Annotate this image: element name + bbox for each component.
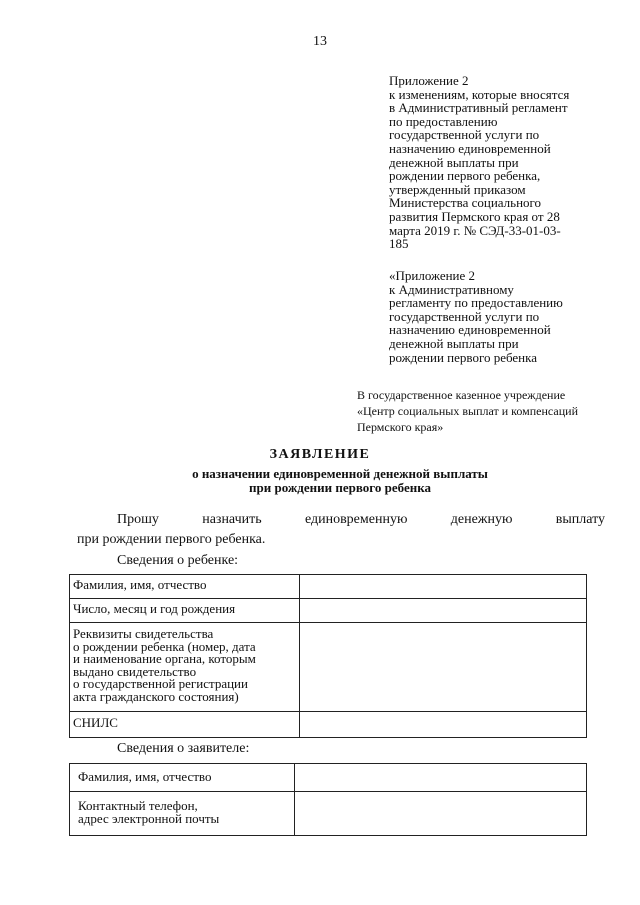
annex-line: марта 2019 г. № СЭД-33-01-03- <box>389 222 561 238</box>
annex2-line: регламенту по предоставлению <box>389 295 563 311</box>
table-row <box>70 575 587 599</box>
annex-line: Министерства социального <box>389 195 542 211</box>
row-value-field[interactable] <box>300 623 587 712</box>
annex2-line: назначению единовременной <box>389 322 551 338</box>
annex-line: Приложение 2 <box>389 73 469 88</box>
row-label: СНИЛС <box>70 712 300 738</box>
table-row <box>70 623 587 712</box>
annex-line: государственной услуги по <box>389 127 540 143</box>
row-label: Фамилия, имя, отчество <box>70 575 300 599</box>
row-label-line: Реквизиты свидетельства <box>73 626 214 641</box>
row-label <box>70 792 295 836</box>
annex2-line: рождении первого ребенка <box>389 349 538 365</box>
row-value-field[interactable] <box>300 712 587 738</box>
request-word: выплату <box>555 512 605 527</box>
row-label-line: и наименование органа, которым <box>73 651 256 666</box>
applicant-info-table <box>69 763 587 836</box>
annex2-line: «Приложение 2 <box>389 268 476 283</box>
request-word: Прошу <box>117 512 159 527</box>
table-row <box>70 599 587 623</box>
child-info-table <box>69 574 587 738</box>
subtitle-line: при рождении первого ребенка <box>249 480 431 495</box>
row-label: Число, месяц и год рождения <box>70 599 300 623</box>
row-label-line: Контактный телефон, <box>78 798 198 813</box>
table-row <box>70 712 587 738</box>
table-row <box>70 792 587 836</box>
table-row <box>70 764 587 792</box>
row-label: Фамилия, имя, отчество <box>70 764 295 792</box>
annex-line: к изменениям, которые вносятся <box>389 86 570 102</box>
row-value-field[interactable] <box>300 575 587 599</box>
annex-line: утвержденный приказом <box>389 181 526 197</box>
request-word: денежную <box>450 512 513 527</box>
row-value-field[interactable] <box>295 764 587 792</box>
request-line-2: при рождении первого ребенка. <box>77 532 266 547</box>
request-word: единовременную <box>304 512 408 527</box>
annex2-line: денежной выплаты при <box>389 335 519 351</box>
addressee-line: «Центр социальных выплат и компенсаций <box>357 404 578 418</box>
annex-line: рождении первого ребенка, <box>389 168 541 184</box>
addressee-line: Пермского края» <box>357 420 444 434</box>
annex-line: назначению единовременной <box>389 140 551 156</box>
row-label-line: о государственной регистрации <box>73 676 248 691</box>
annex2-line: к Административному <box>389 281 514 297</box>
subtitle-line: о назначении единовременной денежной выплаты <box>192 466 488 481</box>
annex-line: развития Пермского края от 28 <box>389 208 560 224</box>
document-title: ЗАЯВЛЕНИЕ <box>269 447 371 462</box>
applicant-section-label: Сведения о заявителе: <box>117 741 250 756</box>
row-label-line: выдано свидетельство <box>73 663 197 679</box>
annex2-line: государственной услуги по <box>389 308 540 324</box>
addressee-block <box>357 387 627 435</box>
row-label <box>70 623 300 712</box>
document-subtitle <box>0 467 640 495</box>
row-value-field[interactable] <box>295 792 587 836</box>
annex-line: в Административный регламент <box>389 100 568 116</box>
addressee-line: В государственное казенное учреждение <box>357 388 566 402</box>
row-value-field[interactable] <box>300 599 587 623</box>
annex-line: по предоставлению <box>389 113 498 129</box>
page-number: 13 <box>313 34 327 49</box>
request-word: назначить <box>202 512 262 527</box>
row-label-line: адрес электронной почты <box>78 810 220 826</box>
annex-line: денежной выплаты при <box>389 154 519 170</box>
annex-header <box>389 74 619 251</box>
annex-header-2 <box>389 269 629 364</box>
row-label-line: о рождении ребенка (номер, дата <box>73 638 256 654</box>
child-section-label: Сведения о ребенке: <box>117 553 239 568</box>
request-paragraph <box>77 510 605 550</box>
row-label-line: акта гражданского состояния) <box>73 688 239 704</box>
annex-line: 185 <box>389 236 409 252</box>
